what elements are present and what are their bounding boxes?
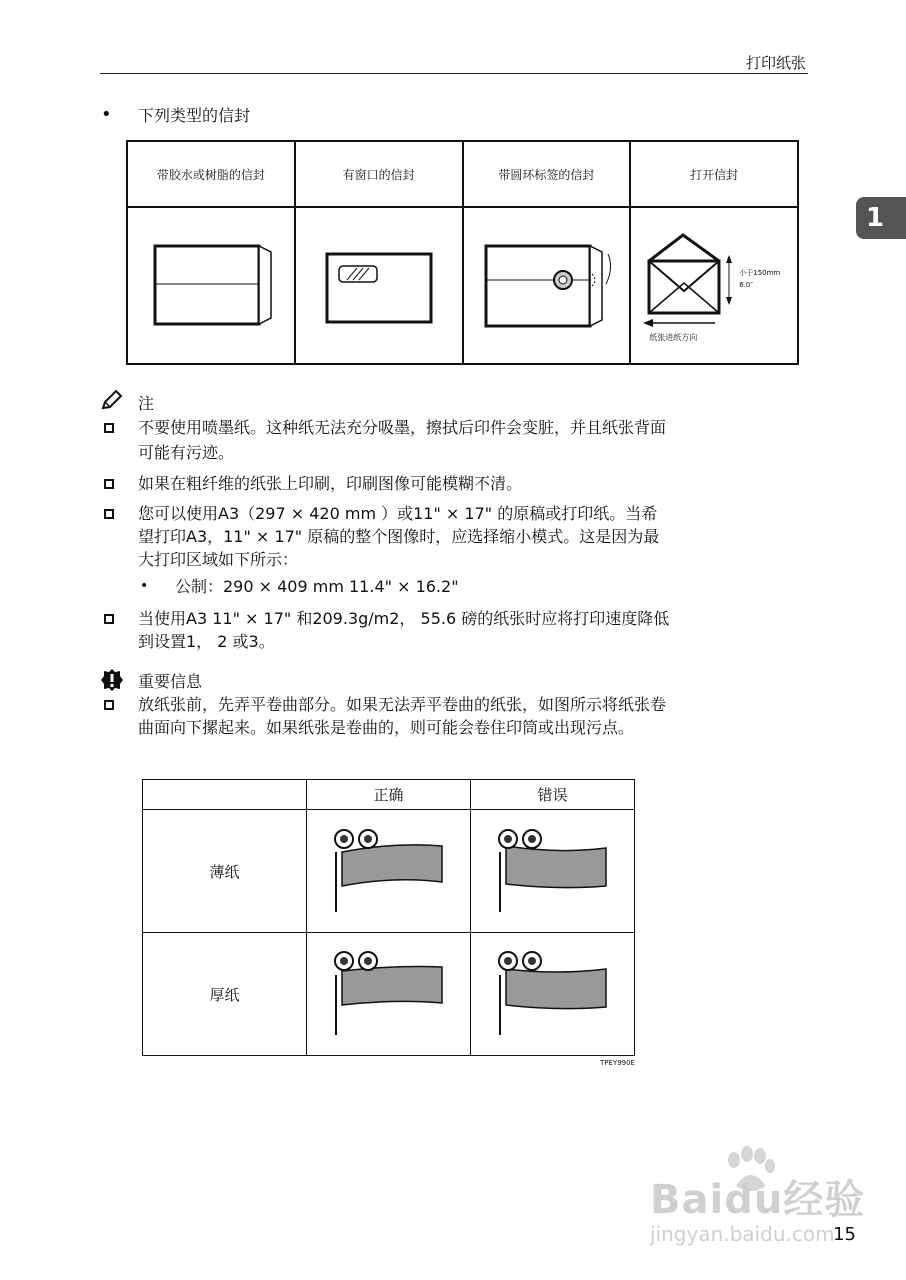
checkbox-icon — [104, 700, 114, 710]
page-number: 15 — [833, 1224, 856, 1245]
open-size-label: 小于150mm — [739, 269, 781, 277]
checkbox-icon — [104, 479, 114, 489]
col-window-envelope: 有窗口的信封 — [295, 141, 463, 207]
glue-envelope-icon — [141, 234, 281, 334]
thick-wrong-curl-icon — [488, 947, 618, 1037]
checkbox-icon — [104, 423, 114, 433]
thick-correct-curl-icon — [324, 947, 454, 1037]
chapter-tab: 1 — [856, 197, 906, 239]
note-item-1-line-1: 不要使用喷墨纸。这种纸无法充分吸墨，擦拭后印件会变脏，并且纸张背面 — [138, 418, 667, 437]
watermark-url: jingyan.baidu.com — [650, 1222, 835, 1246]
note-item-4-line-2: 到设置1， 2 或3。 — [138, 632, 275, 651]
paper-curl-table — [142, 779, 635, 1056]
open-size-inch-label: 6.0″ — [739, 281, 753, 289]
note-title: 注 — [138, 394, 155, 413]
note-item-3-line-3: 大打印区域如下所示： — [138, 550, 299, 569]
thin-wrong-curl-icon — [488, 824, 618, 914]
thin-correct-curl-icon — [324, 824, 454, 914]
row-thick-paper: 厚纸 — [143, 933, 307, 1056]
col-clasp-envelope: 带圆环标签的信封 — [463, 141, 631, 207]
thin-wrong-figure — [471, 810, 635, 933]
col-glue-envelope: 带胶水或树脂的信封 — [127, 141, 295, 207]
important-line-1: 放纸张前，先弄平卷曲部分。如果无法弄平卷曲的纸张，如图所示将纸张卷 — [138, 695, 667, 714]
col-correct: 正确 — [307, 780, 471, 810]
checkbox-icon — [104, 509, 114, 519]
note-item-1-line-2: 可能有污迹。 — [138, 443, 235, 462]
open-envelope-figure — [630, 207, 798, 364]
corner-cell — [143, 780, 307, 810]
pencil-icon — [101, 390, 123, 410]
note-sub-item: 公制：290 × 409 mm 11.4" × 16.2" — [175, 577, 459, 596]
header-rule — [100, 73, 808, 74]
note-item-3-line-2: 望打印A3，11" × 17" 原稿的整个图像时，应选择缩小模式。这是因为最 — [138, 527, 660, 546]
note-item-3-line-1: 您可以使用A3（297 × 420 mm ）或11" × 17" 的原稿或打印纸。当希 — [138, 504, 658, 523]
clasp-envelope-figure — [463, 207, 631, 364]
thick-correct-figure — [307, 933, 471, 1056]
window-envelope-icon — [309, 234, 449, 334]
important-icon — [100, 668, 124, 692]
thick-wrong-figure — [471, 933, 635, 1056]
section-title: 打印纸张 — [745, 54, 806, 72]
note-item-2-line-1: 如果在粗纤维的纸张上印刷，印刷图像可能模糊不清。 — [138, 474, 523, 493]
envelope-table — [126, 140, 799, 365]
col-wrong: 错误 — [471, 780, 635, 810]
sub-bullet-dot: • — [140, 578, 149, 594]
feed-direction-label: 纸张进纸方向 — [649, 333, 698, 342]
important-title: 重要信息 — [138, 672, 203, 691]
watermark-brand: Baidu经验 — [650, 1177, 866, 1223]
note-item-4-line-1: 当使用A3 11" × 17" 和209.3g/m2， 55.6 磅的纸张时应将打印速度降低 — [138, 609, 670, 628]
checkbox-icon — [104, 614, 114, 624]
col-open-envelope: 打开信封 — [630, 141, 798, 207]
thin-correct-figure — [307, 810, 471, 933]
clasp-envelope-icon — [466, 234, 626, 334]
envelope-intro: 下列类型的信封 — [138, 106, 251, 125]
bullet-dot: • — [101, 104, 112, 125]
important-line-2: 曲面向下摞起来。如果纸张是卷曲的，则可能会卷住印筒或出现污点。 — [138, 718, 635, 737]
row-thin-paper: 薄纸 — [143, 810, 307, 933]
glue-envelope-figure — [127, 207, 295, 364]
window-envelope-figure — [295, 207, 463, 364]
figure-code: TPEY990E — [600, 1059, 635, 1067]
